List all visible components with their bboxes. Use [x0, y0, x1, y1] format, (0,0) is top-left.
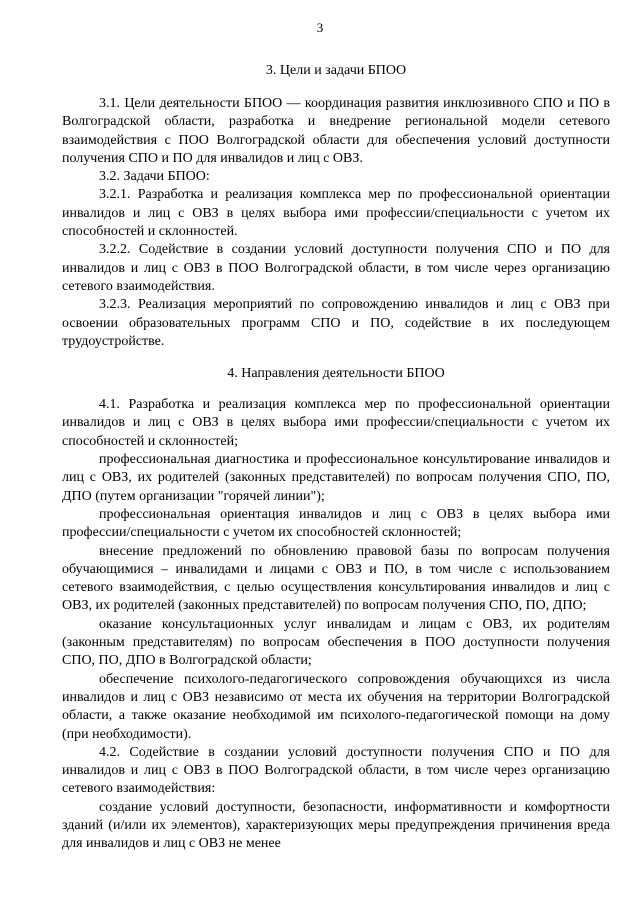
paragraph-3-2: 3.2. Задачи БПОО: — [99, 169, 210, 185]
paragraph-orientation: профессиональная ориентация инвалидов и лиц с ОВЗ в целях выбора ими профессии/специальности с учетом их способностей склонностей; — [62, 506, 610, 541]
paragraph-3-2-2: 3.2.2. Содействие в создании условий доступности получения СПО и ПО для инвалидов и лиц с ОВЗ в ПОО Волгоградской области, в том числе через организацию сетевого взаимодействия. — [62, 242, 610, 294]
paragraph-3-2-1: 3.2.1. Разработка и реализация комплекса мер по профессиональной ориентации инвалидов и лиц с ОВЗ в целях выбора ими профессии/специальности с учетом их способностей и склонностей. — [62, 187, 610, 240]
paragraph-accessibility: создание условий доступности, безопасности, информативности и комфортности зданий (и/или их элементов), характеризующих меры предупреждения причинения вреда для инвалидов и лиц с ОВЗ не менее — [62, 799, 610, 852]
paragraph-consulting: оказание консультационных услуг инвалидам и лицам с ОВЗ, их родителям (законным представителям) по вопросам обеспечения в ПОО доступности получения СПО, ПО, ДПО в Волгоградской области; — [62, 616, 610, 669]
paragraph-3-1: 3.1. Цели деятельности БПОО — координация развития инклюзивного СПО и ПО в Волгоградской области, разработка и внедрение региональной модели сетевого взаимодействия с ПОО Волгоградской области для обеспечения условий доступности получения СПО и ПО для инвалидов и лиц с ОВЗ. — [62, 96, 610, 166]
paragraph-4-2: 4.2. Содействие в создании условий доступности получения СПО и ПО для инвалидов и лиц с ОВЗ в ПОО Волгоградской области, в том числе через организацию сетевого взаимодействия: — [62, 744, 610, 797]
paragraph-3-2-3: 3.2.3. Реализация мероприятий по сопровождению инвалидов и лиц с ОВЗ при освоении образовательных программ СПО и ПО, содействие в их последующем трудоустройстве. — [62, 297, 610, 349]
paragraph-psych-support: обеспечение психолого-педагогического сопровождения обучающихся из числа инвалидов и лиц с ОВЗ независимо от места их обучения на территории Волгоградской области, а также оказание необходимой им психолого-педагогической помощи на дому (при необходимости). — [62, 671, 610, 742]
document-body — [62, 62, 610, 854]
paragraph-4-1: 4.1. Разработка и реализация комплекса мер по профессиональной ориентации инвалидов и лиц с ОВЗ в целях выбора ими профессии/специальности с учетом их способностей и склонностей; — [62, 397, 610, 449]
paragraph-legal-base: внесение предложений по обновлению правовой базы по вопросам получения обучающимися – инвалидами и лицами с ОВЗ и ПО, в том числе с использованием сетевого взаимодействия, с целью осуществления консультирования инвалидов и лиц с ОВЗ, их родителей (законных представителей) по вопросам получения СПО, ПО, ДПО; — [62, 543, 610, 614]
paragraph-diagnostics: профессиональная диагностика и профессиональное консультирование инвалидов и лиц с ОВЗ, их родителей (законных представителей) по вопросам получения СПО, ПО, ДПО (путем организации "горячей линии"); — [62, 452, 610, 504]
section-heading-goals: 3. Цели и задачи БПОО — [265, 63, 407, 78]
section-heading-directions: 4. Направления деятельности БПОО — [227, 366, 445, 382]
page-number: 3 — [316, 20, 324, 35]
